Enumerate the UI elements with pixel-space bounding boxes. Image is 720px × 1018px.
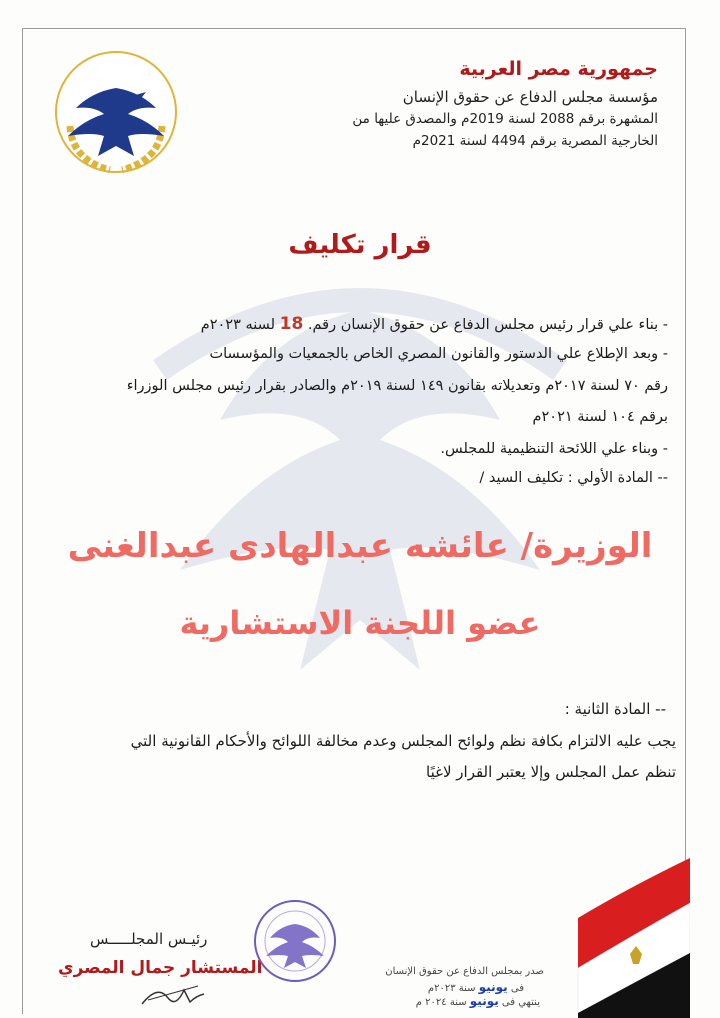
issue-line-1: صدر بمجلس الدفاع عن حقوق الإنسان bbox=[385, 966, 544, 977]
header-registration-2: الخارجية المصرية برقم 4494 لسنة 2021م bbox=[412, 133, 658, 149]
appointee-name: الوزيرة/ عائشه عبدالهادى عبدالغنى bbox=[67, 526, 653, 566]
clause-1-text: - بناء علي قرار رئيس مجلس الدفاع عن حقوق الإنسان رقم. bbox=[303, 317, 668, 333]
clause-1 bbox=[201, 314, 668, 334]
issue-line-2 bbox=[428, 980, 524, 994]
header-registration-1: المشهرة برقم 2088 لسنة 2019م والمصدق عليها من bbox=[352, 111, 658, 127]
issue-line-2-prefix: فى bbox=[507, 983, 524, 994]
egypt-flag-icon bbox=[568, 858, 690, 1018]
clause-4: برقم ١٠٤ لسنة ٢٠٢١م bbox=[532, 409, 668, 425]
header-country: جمهورية مصر العربية bbox=[459, 58, 658, 80]
article-1: -- المادة الأولي : تكليف السيد / bbox=[479, 470, 668, 486]
handwritten-signature-icon bbox=[138, 980, 208, 1010]
issue-month-end: يونيو bbox=[469, 994, 499, 1008]
decision-number: 18 bbox=[279, 314, 304, 334]
header-org: مؤسسة مجلس الدفاع عن حقوق الإنسان bbox=[402, 88, 658, 106]
issue-line-3-suffix: سنة ٢٠٢٤ م bbox=[415, 997, 470, 1008]
signature-name: المستشار جمال المصري bbox=[58, 958, 263, 978]
issue-line-3-prefix: ينتهي فى bbox=[498, 997, 540, 1008]
appointee-role: عضو اللجنة الاستشارية bbox=[179, 604, 541, 642]
clause-5: - وبناء علي اللائحة التنظيمية للمجلس. bbox=[440, 441, 668, 457]
council-stamp-icon bbox=[252, 898, 338, 984]
issue-line-3 bbox=[416, 994, 540, 1008]
clause-2: - وبعد الإطلاع علي الدستور والقانون المصري الخاص بالجمعيات والمؤسسات bbox=[209, 346, 668, 362]
article-2-line-1: يجب عليه الالتزام بكافة نظم ولوائح المجلس وعدم مخالفة اللوائح والأحكام القانونية التي bbox=[130, 732, 676, 750]
clause-1-year: لسنه ٢٠٢٣م bbox=[200, 317, 280, 333]
article-2-heading: -- المادة الثانية : bbox=[564, 700, 666, 718]
issue-line-2-suffix: سنة ٢٠٢٣م bbox=[427, 983, 479, 994]
issue-month-start: يونيو bbox=[478, 980, 508, 994]
council-logo-icon bbox=[52, 48, 180, 176]
article-2-line-2: تنظم عمل المجلس وإلا يعتبر القرار لاغيًا bbox=[426, 763, 676, 781]
clause-3: رقم ٧٠ لسنة ٢٠١٧م وتعديلاته بقانون ١٤٩ لسنة ٢٠١٩م والصادر بقرار رئيس مجلس الوزراء bbox=[126, 378, 668, 394]
signature-label: رئيـس المجلـــــس bbox=[90, 930, 208, 948]
document-title: قرار تكليف bbox=[288, 230, 432, 260]
